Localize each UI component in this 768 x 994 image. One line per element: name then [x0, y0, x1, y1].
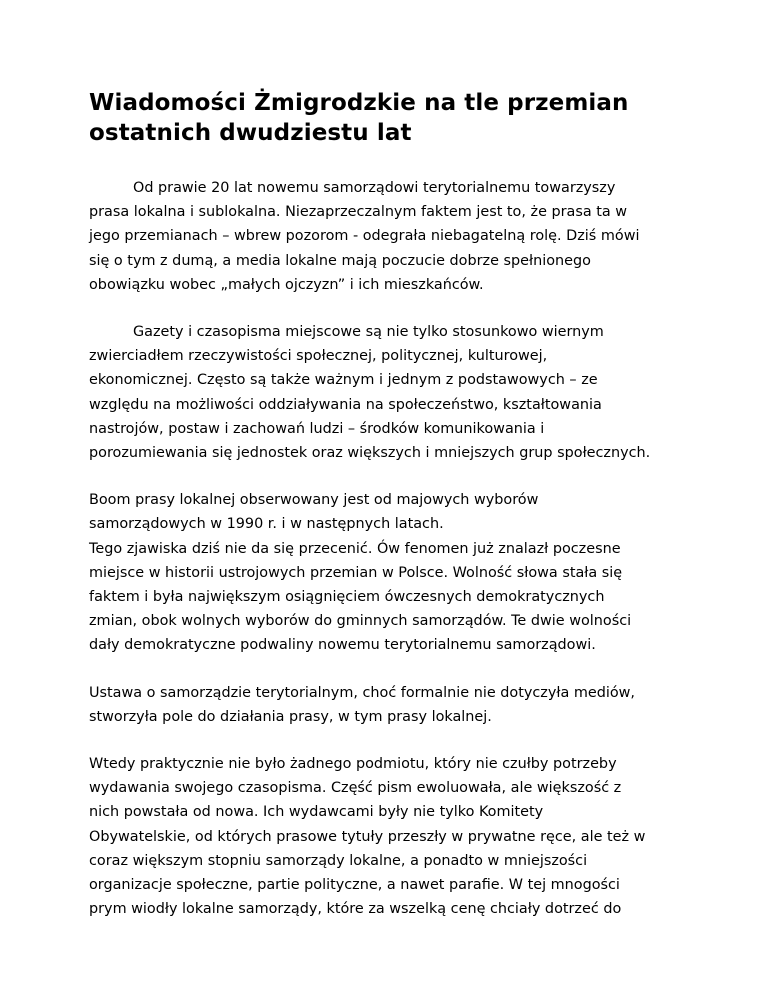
paragraph-1 [89, 176, 689, 297]
paragraph-line: zmian, obok wolnych wyborów do gminnych samorządów. Te dwie wolności [89, 613, 632, 630]
paragraph-line: prym wiodły lokalne samorządy, które za wszelką cenę chciały dotrzeć do [89, 901, 622, 918]
paragraph-line: prasa lokalna i sublokalna. Niezaprzeczalnym faktem jest to, że prasa ta w [89, 204, 628, 221]
paragraph-line: dały demokratyczne podwaliny nowemu terytorialnemu samorządowi. [89, 637, 596, 654]
document-title [89, 88, 689, 148]
paragraph-line: miejsce w historii ustrojowych przemian w Polsce. Wolność słowa stała się [89, 564, 623, 581]
paragraph-6 [89, 752, 689, 921]
title-line-1: Wiadomości Żmigrodzkie na tle przemian [89, 90, 629, 116]
paragraph-line: Od prawie 20 lat nowemu samorządowi terytorialnemu towarzyszy [133, 180, 616, 196]
paragraph-line: porozumiewania się jednostek oraz większych i mniejszych grup społecznych. [89, 445, 651, 462]
paragraph-line: jego przemianach – wbrew pozorom - odegrała niebagatelną rolę. Dziś mówi [89, 228, 640, 245]
paragraph-line: Ustawa o samorządzie terytorialnym, choć formalnie nie dotyczyła mediów, [89, 684, 635, 701]
paragraph-line: względu na możliwości oddziaływania na społeczeństwo, kształtowania [89, 396, 602, 413]
paragraph-line: zwierciadłem rzeczywistości społecznej, politycznej, kulturowej, [89, 348, 548, 365]
paragraph-line: organizacje społeczne, partie polityczne, a nawet parafie. W tej mnogości [89, 877, 620, 894]
paragraph-line: wydawania swojego czasopisma. Część pism ewoluowała, ale większość z [89, 780, 622, 797]
paragraph-line: stworzyła pole do działania prasy, w tym prasy lokalnej. [89, 708, 492, 725]
paragraph-line: nich powstała od nowa. Ich wydawcami były nie tylko Komitety [89, 804, 544, 821]
paragraph-line: faktem i była największym osiągnięciem ówczesnych demokratycznych [89, 589, 605, 606]
paragraph-line: się o tym z dumą, a media lokalne mają poczucie dobrze spełnionego [89, 252, 591, 269]
paragraph-line: Gazety i czasopisma miejscowe są nie tylko stosunkowo wiernym [133, 324, 604, 341]
paragraph-4 [89, 537, 689, 658]
title-line-2: ostatnich dwudziestu lat [89, 120, 412, 146]
document-page [89, 88, 689, 921]
paragraph-2 [89, 320, 689, 465]
paragraph-line: obowiązku wobec „małych ojczyzn” i ich mieszkańców. [89, 276, 484, 293]
paragraph-3 [89, 488, 689, 536]
paragraph-line: coraz większym stopniu samorządy lokalne, a ponadto w mniejszości [89, 852, 588, 869]
paragraph-line: samorządowych w 1990 r. i w następnych latach. [89, 516, 444, 533]
paragraph-line: nastrojów, postaw i zachowań ludzi – środków komunikowania i [89, 420, 545, 437]
paragraph-5 [89, 681, 689, 729]
paragraph-line: Boom prasy lokalnej obserwowany jest od majowych wyborów [89, 492, 539, 509]
paragraph-line: Wtedy praktycznie nie było żadnego podmiotu, który nie czułby potrzeby [89, 756, 617, 773]
paragraph-line: ekonomicznej. Często są także ważnym i jednym z podstawowych – ze [89, 372, 598, 389]
paragraph-line: Tego zjawiska dziś nie da się przecenić. Ów fenomen już znalazł poczesne [89, 540, 621, 557]
paragraph-line: Obywatelskie, od których prasowe tytuły przeszły w prywatne ręce, ale też w [89, 828, 646, 845]
